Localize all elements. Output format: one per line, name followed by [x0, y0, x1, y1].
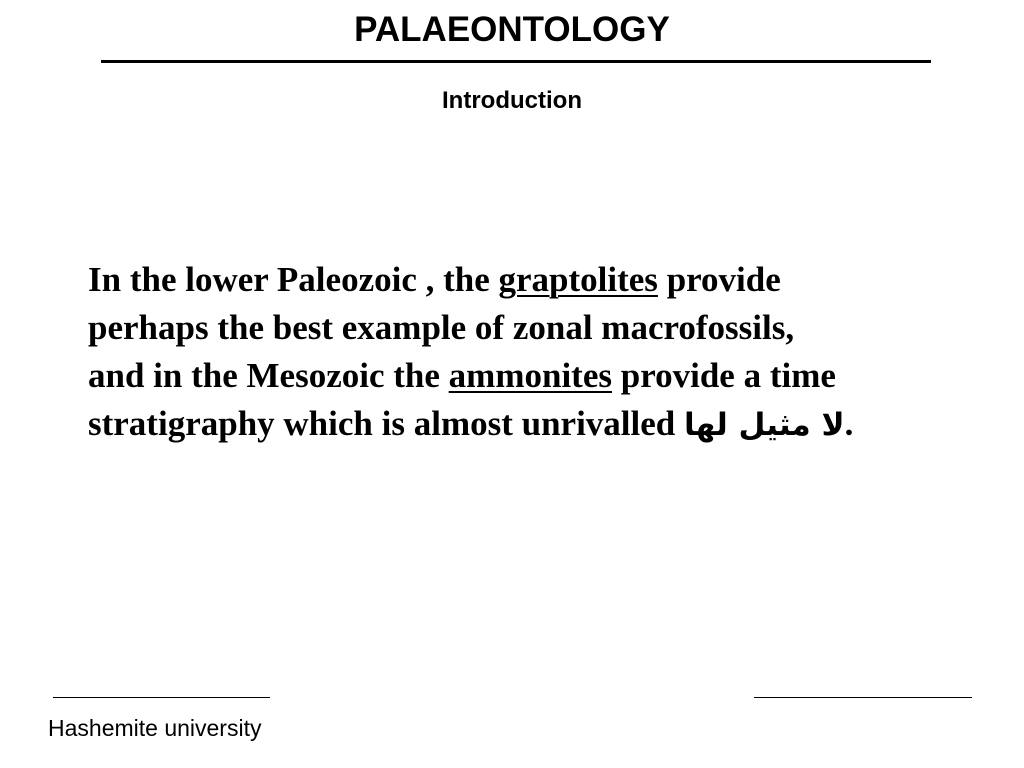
body-line-3 [88, 352, 968, 400]
arabic-phrase: لا مثيل لها [684, 407, 845, 443]
body-line-2: perhaps the best example of zonal macrofossils, [88, 308, 795, 347]
body-line-3-text-a: and in the Mesozoic the [88, 356, 449, 395]
body-line-1-text-b: provide [657, 260, 781, 299]
title-divider [101, 60, 931, 63]
slide-subtitle: Introduction [442, 87, 582, 114]
slide-title: PALAEONTOLOGY [354, 10, 670, 49]
body-line-4-text-b: . [844, 404, 854, 443]
ammonites-term: ammonites [448, 356, 612, 395]
footer-institution: Hashemite university [48, 715, 262, 741]
body-line-1 [88, 256, 968, 304]
body-line-4-text-a: stratigraphy which is almost unrivalled [88, 404, 685, 443]
footer-divider-left [53, 697, 270, 698]
graptolites-term: graptolites [498, 260, 658, 299]
footer-divider-right [754, 697, 972, 698]
body-paragraph [88, 256, 968, 449]
body-line-3-text-b: provide a time [611, 356, 836, 395]
body-line-4 [88, 400, 968, 449]
body-line-1-text-a: In the lower Paleozoic , the [88, 260, 499, 299]
